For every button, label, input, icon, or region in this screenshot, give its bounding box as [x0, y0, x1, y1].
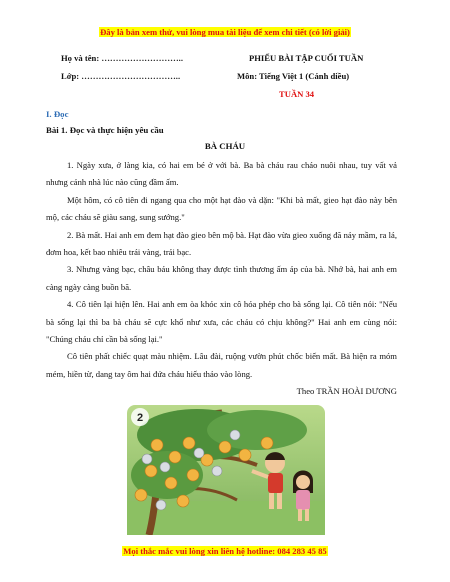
story-paragraph: 2. Bà mất. Hai anh em đem hạt đào gieo bên mộ bà. Hạt đào vừa gieo xuống đã nảy mầm, ra lá, đơm hoa, kết bao nhiêu trái vàng, trái bạc. [46, 229, 397, 258]
sheet-title: PHIẾU BÀI TẬP CUỐI TUẦN [249, 53, 364, 63]
hotline-banner-text: Mọi thắc mắc vui lòng xin liên hệ hotline: 084 283 45 85 [123, 546, 327, 556]
story-paragraph: 3. Nhưng vàng bạc, châu báu không thay được tình thương ấm áp của bà. Nhớ bà, hai anh em càng ngày càng buồn bã. [46, 264, 397, 292]
illustration-picture [127, 405, 325, 535]
story-paragraph: 4. Cô tiên lại hiện lên. Hai anh em òa khóc xin cô hóa phép cho bà sống lại. Cô tiên nói: "Nếu bà sống lại thì ba bà cháu sẽ cực khổ như xưa, các cháu có chịu không?" Hai anh em cùng nói: "Chúng cháu chỉ cần bà sống lại." [46, 299, 397, 345]
subject-label: Môn: Tiếng Việt 1 (Cánh diều) [237, 71, 350, 81]
story-paragraph: Một hôm, có cô tiên đi ngang qua cho một hạt đào và dặn: "Khi bà mất, gieo hạt đào này bên mộ, các cháu sẽ giàu sang, sung sướng." [46, 194, 397, 223]
illustration-number: 2 [136, 412, 144, 424]
preview-banner [0, 27, 450, 37]
class-field-label: Lớp: …………………………….. [61, 71, 181, 81]
preview-banner-text: Đây là bản xem thử, vui lòng mua tài liệu để xem chi tiết (có lời giải) [100, 27, 350, 37]
story-title: BÀ CHÁU [204, 141, 246, 151]
story-paragraph: 1. Ngày xưa, ở làng kia, có hai em bé ở với bà. Ba bà cháu rau cháo nuôi nhau, tuy vất vả nhưng cảnh nhà lúc nào cũng đầm ấm. [46, 160, 397, 188]
story-source: Theo TRẦN HOÀI DƯƠNG [296, 386, 397, 397]
hotline-banner [0, 546, 450, 556]
name-field-label: Họ và tên: ……………………….. [61, 53, 183, 63]
exercise-heading: Bài 1. Đọc và thực hiện yêu cầu [46, 125, 164, 135]
story-illustration [127, 405, 325, 535]
story-body [46, 157, 397, 401]
section-heading: I. Đọc [46, 109, 69, 119]
story-paragraph: Cô tiên phất chiếc quạt màu nhiệm. Lâu đài, ruộng vườn phút chốc biến mất. Bà hiện ra móm mém, hiền từ, dang tay ôm hai đứa cháu hiếu thảo vào lòng. [46, 351, 397, 379]
week-label: TUẦN 34 [279, 89, 315, 99]
